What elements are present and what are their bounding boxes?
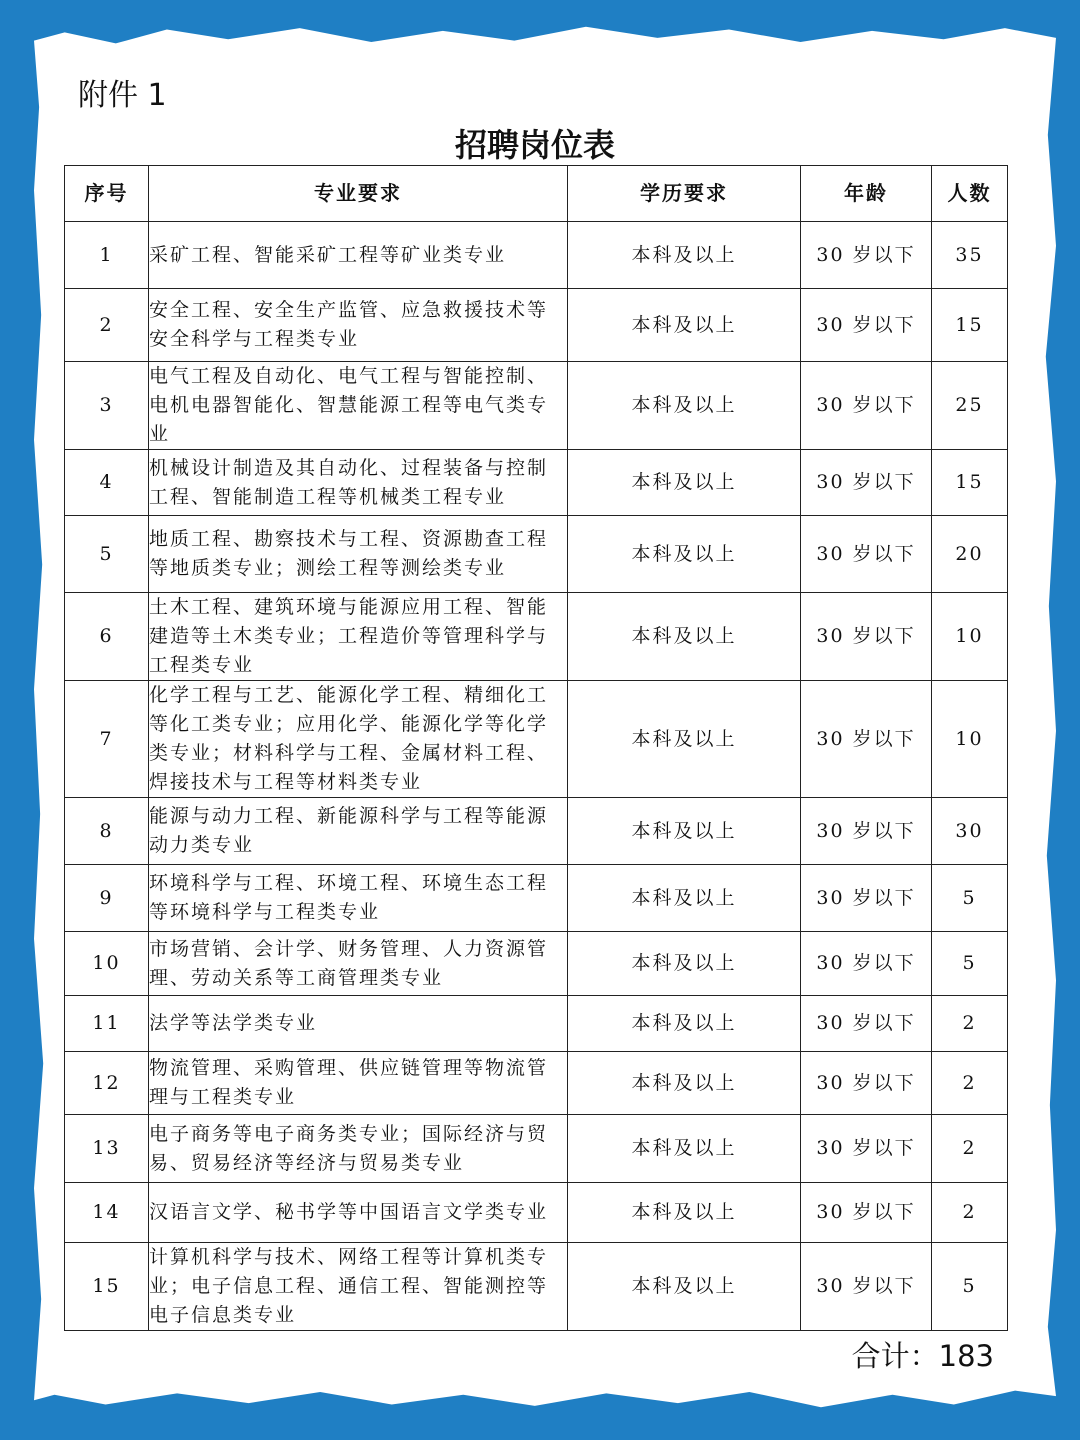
row-no: 8 <box>65 798 149 865</box>
row-age: 30 岁以下 <box>801 450 932 516</box>
page-title: 招聘岗位表 <box>454 126 615 164</box>
row-no: 10 <box>65 932 149 996</box>
table-row <box>65 450 1008 516</box>
row-no: 5 <box>65 516 149 593</box>
row-major: 电气工程及自动化、电气工程与智能控制、电机电器智能化、智慧能源工程等电气类专业 <box>149 362 568 450</box>
row-education: 本科及以上 <box>568 932 801 996</box>
row-age: 30 岁以下 <box>801 798 932 865</box>
row-count: 15 <box>932 289 1008 362</box>
row-count: 35 <box>932 222 1008 289</box>
row-count: 25 <box>932 362 1008 450</box>
row-age: 30 岁以下 <box>801 362 932 450</box>
table-row <box>65 996 1008 1052</box>
row-education: 本科及以上 <box>568 681 801 798</box>
row-education: 本科及以上 <box>568 1243 801 1331</box>
row-count: 2 <box>932 1052 1008 1115</box>
row-count: 2 <box>932 996 1008 1052</box>
row-age: 30 岁以下 <box>801 1052 932 1115</box>
table-row <box>65 289 1008 362</box>
row-no: 11 <box>65 996 149 1052</box>
total-summary <box>852 1334 994 1375</box>
row-major: 电子商务等电子商务类专业；国际经济与贸易、贸易经济等经济与贸易类专业 <box>149 1115 568 1183</box>
row-age: 30 岁以下 <box>801 996 932 1052</box>
row-count: 2 <box>932 1183 1008 1243</box>
row-major: 化学工程与工艺、能源化学工程、精细化工等化工类专业；应用化学、能源化学等化学类专业；材料科学与工程、金属材料工程、焊接技术与工程等材料类专业 <box>149 681 568 798</box>
row-count: 30 <box>932 798 1008 865</box>
attachment-label: 附件 1 <box>78 78 167 113</box>
table-row <box>65 222 1008 289</box>
row-education: 本科及以上 <box>568 516 801 593</box>
row-count: 2 <box>932 1115 1008 1183</box>
row-age: 30 岁以下 <box>801 1115 932 1183</box>
row-no: 3 <box>65 362 149 450</box>
row-major: 安全工程、安全生产监管、应急救援技术等安全科学与工程类专业 <box>149 289 568 362</box>
row-count: 10 <box>932 681 1008 798</box>
row-age: 30 岁以下 <box>801 593 932 681</box>
table-row <box>65 1183 1008 1243</box>
row-age: 30 岁以下 <box>801 865 932 932</box>
row-major: 土木工程、建筑环境与能源应用工程、智能建造等土木类专业；工程造价等管理科学与工程类专业 <box>149 593 568 681</box>
row-no: 9 <box>65 865 149 932</box>
row-major: 地质工程、勘察技术与工程、资源勘查工程等地质类专业；测绘工程等测绘类专业 <box>149 516 568 593</box>
row-count: 10 <box>932 593 1008 681</box>
row-no: 13 <box>65 1115 149 1183</box>
row-education: 本科及以上 <box>568 798 801 865</box>
total-value: 183 <box>938 1339 994 1373</box>
header-age: 年龄 <box>801 166 932 222</box>
row-age: 30 岁以下 <box>801 681 932 798</box>
row-education: 本科及以上 <box>568 450 801 516</box>
table-row <box>65 681 1008 798</box>
row-count: 20 <box>932 516 1008 593</box>
row-count: 5 <box>932 1243 1008 1331</box>
table-row <box>65 362 1008 450</box>
row-age: 30 岁以下 <box>801 1183 932 1243</box>
table-row <box>65 1243 1008 1331</box>
table-row <box>65 1115 1008 1183</box>
table-row <box>65 1052 1008 1115</box>
table-row <box>65 865 1008 932</box>
row-age: 30 岁以下 <box>801 222 932 289</box>
row-no: 1 <box>65 222 149 289</box>
header-no: 序号 <box>65 166 149 222</box>
row-no: 12 <box>65 1052 149 1115</box>
row-count: 5 <box>932 932 1008 996</box>
row-count: 5 <box>932 865 1008 932</box>
row-age: 30 岁以下 <box>801 516 932 593</box>
row-age: 30 岁以下 <box>801 1243 932 1331</box>
row-no: 14 <box>65 1183 149 1243</box>
row-education: 本科及以上 <box>568 593 801 681</box>
row-education: 本科及以上 <box>568 222 801 289</box>
row-major: 能源与动力工程、新能源科学与工程等能源动力类专业 <box>149 798 568 865</box>
table-row <box>65 798 1008 865</box>
row-age: 30 岁以下 <box>801 932 932 996</box>
row-age: 30 岁以下 <box>801 289 932 362</box>
row-major: 环境科学与工程、环境工程、环境生态工程等环境科学与工程类专业 <box>149 865 568 932</box>
header-major: 专业要求 <box>149 166 568 222</box>
row-count: 15 <box>932 450 1008 516</box>
row-major: 计算机科学与技术、网络工程等计算机类专业；电子信息工程、通信工程、智能测控等电子信息类专业 <box>149 1243 568 1331</box>
row-education: 本科及以上 <box>568 1115 801 1183</box>
table-row <box>65 932 1008 996</box>
row-education: 本科及以上 <box>568 289 801 362</box>
row-no: 15 <box>65 1243 149 1331</box>
row-no: 2 <box>65 289 149 362</box>
total-label: 合计： <box>851 1339 939 1373</box>
row-major: 物流管理、采购管理、供应链管理等物流管理与工程类专业 <box>149 1052 568 1115</box>
row-education: 本科及以上 <box>568 865 801 932</box>
row-major: 机械设计制造及其自动化、过程装备与控制工程、智能制造工程等机械类工程专业 <box>149 450 568 516</box>
recruitment-table <box>64 165 1008 1331</box>
row-no: 6 <box>65 593 149 681</box>
row-education: 本科及以上 <box>568 1052 801 1115</box>
table-header-row <box>65 166 1008 222</box>
table-row <box>65 516 1008 593</box>
row-education: 本科及以上 <box>568 362 801 450</box>
row-education: 本科及以上 <box>568 1183 801 1243</box>
row-major: 法学等法学类专业 <box>149 996 568 1052</box>
row-major: 汉语言文学、秘书学等中国语言文学类专业 <box>149 1183 568 1243</box>
header-count: 人数 <box>932 166 1008 222</box>
row-no: 4 <box>65 450 149 516</box>
row-major: 采矿工程、智能采矿工程等矿业类专业 <box>149 222 568 289</box>
row-no: 7 <box>65 681 149 798</box>
header-education: 学历要求 <box>568 166 801 222</box>
row-major: 市场营销、会计学、财务管理、人力资源管理、劳动关系等工商管理类专业 <box>149 932 568 996</box>
table-row <box>65 593 1008 681</box>
row-education: 本科及以上 <box>568 996 801 1052</box>
